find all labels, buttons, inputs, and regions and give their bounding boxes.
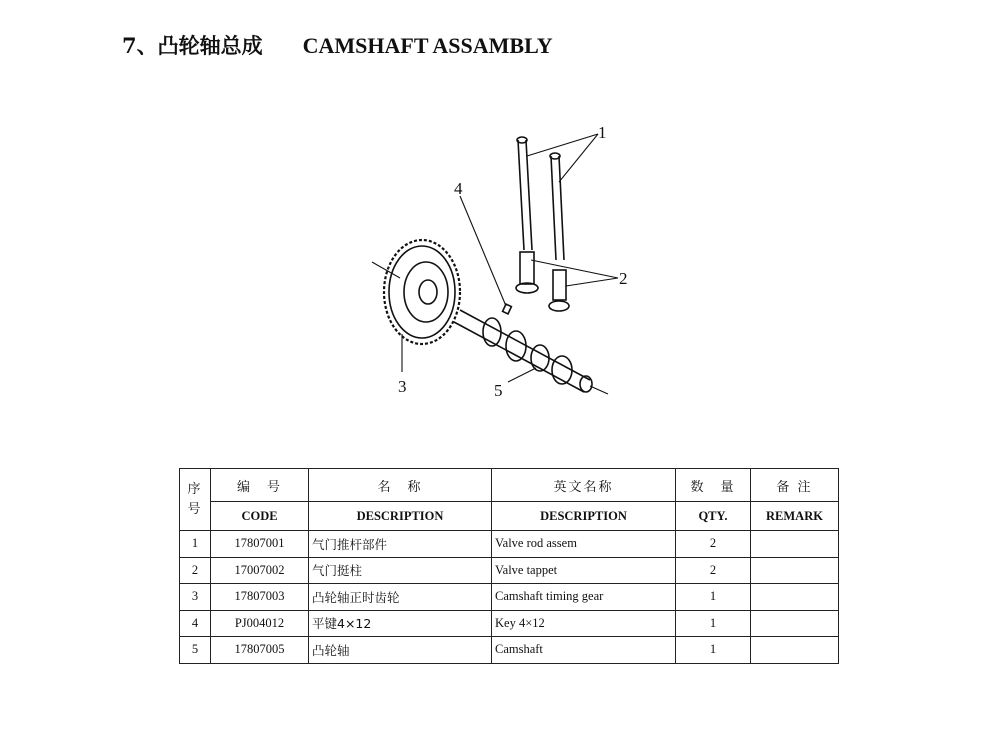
row-no: 1 [180,531,211,558]
row-qty: 1 [676,584,751,611]
row-code: PJ004012 [211,610,309,637]
valve-tappet-left [516,252,538,293]
row-name-cn: 凸轮轴正时齿轮 [309,584,492,611]
header-en-name-cn: 英文名称 [492,469,676,502]
row-qty: 1 [676,610,751,637]
row-name-cn: 凸轮轴 [309,637,492,664]
row-code: 17007002 [211,557,309,584]
row-remark [751,531,839,558]
header-code: CODE [211,502,309,531]
camshaft [454,310,592,392]
header-qty: QTY. [676,502,751,531]
row-remark [751,557,839,584]
table-header-chinese [180,469,839,502]
header-code-cn: 编 号 [211,469,309,502]
row-no: 5 [180,637,211,664]
row-name-en: Camshaft [492,637,676,664]
row-name-cn: 气门推杆部件 [309,531,492,558]
table-row [180,584,839,611]
header-remark: REMARK [751,502,839,531]
row-name-en: Valve tappet [492,557,676,584]
camshaft-timing-gear [384,240,460,344]
header-name-cn: 名 称 [309,469,492,502]
callout-5: 5 [494,381,503,400]
row-remark [751,637,839,664]
leader-lines [372,134,618,394]
callout-4: 4 [454,179,463,198]
row-no: 4 [180,610,211,637]
header-seq [180,469,211,531]
title-english: CAMSHAFT ASSAMBLY [302,33,553,58]
header-remark-cn: 备 注 [751,469,839,502]
row-qty: 2 [676,557,751,584]
row-qty: 2 [676,531,751,558]
row-remark [751,584,839,611]
row-name-en: Camshaft timing gear [492,584,676,611]
row-name-cn: 平键4×12 [309,610,492,637]
row-name-en: Valve rod assem [492,531,676,558]
valve-push-rod-left [517,137,532,250]
table-row [180,557,839,584]
header-seq-line1: 序 [187,481,203,497]
header-qty-cn: 数 量 [676,469,751,502]
row-code: 17807001 [211,531,309,558]
row-name-en: Key 4×12 [492,610,676,637]
table-header-english [180,502,839,531]
parts-table [179,468,839,664]
row-code: 17807003 [211,584,309,611]
row-name-cn: 气门挺柱 [309,557,492,584]
header-seq-line2: 号 [187,501,203,517]
row-no: 2 [180,557,211,584]
row-remark [751,610,839,637]
row-qty: 1 [676,637,751,664]
title-chinese: 7、凸轮轴总成 [122,33,263,58]
table-row [180,610,839,637]
row-code: 17807005 [211,637,309,664]
callout-3: 3 [398,377,407,396]
header-description-en: DESCRIPTION [492,502,676,531]
header-description: DESCRIPTION [309,502,492,531]
key-4x12 [503,304,512,314]
valve-push-rod-right [550,153,564,260]
table-row [180,637,839,664]
page-title [122,30,553,60]
row-no: 3 [180,584,211,611]
camshaft-assembly-drawing [340,110,650,410]
valve-tappet-right [549,270,569,311]
callout-1: 1 [598,123,607,142]
callout-2: 2 [619,269,628,288]
table-row [180,531,839,558]
